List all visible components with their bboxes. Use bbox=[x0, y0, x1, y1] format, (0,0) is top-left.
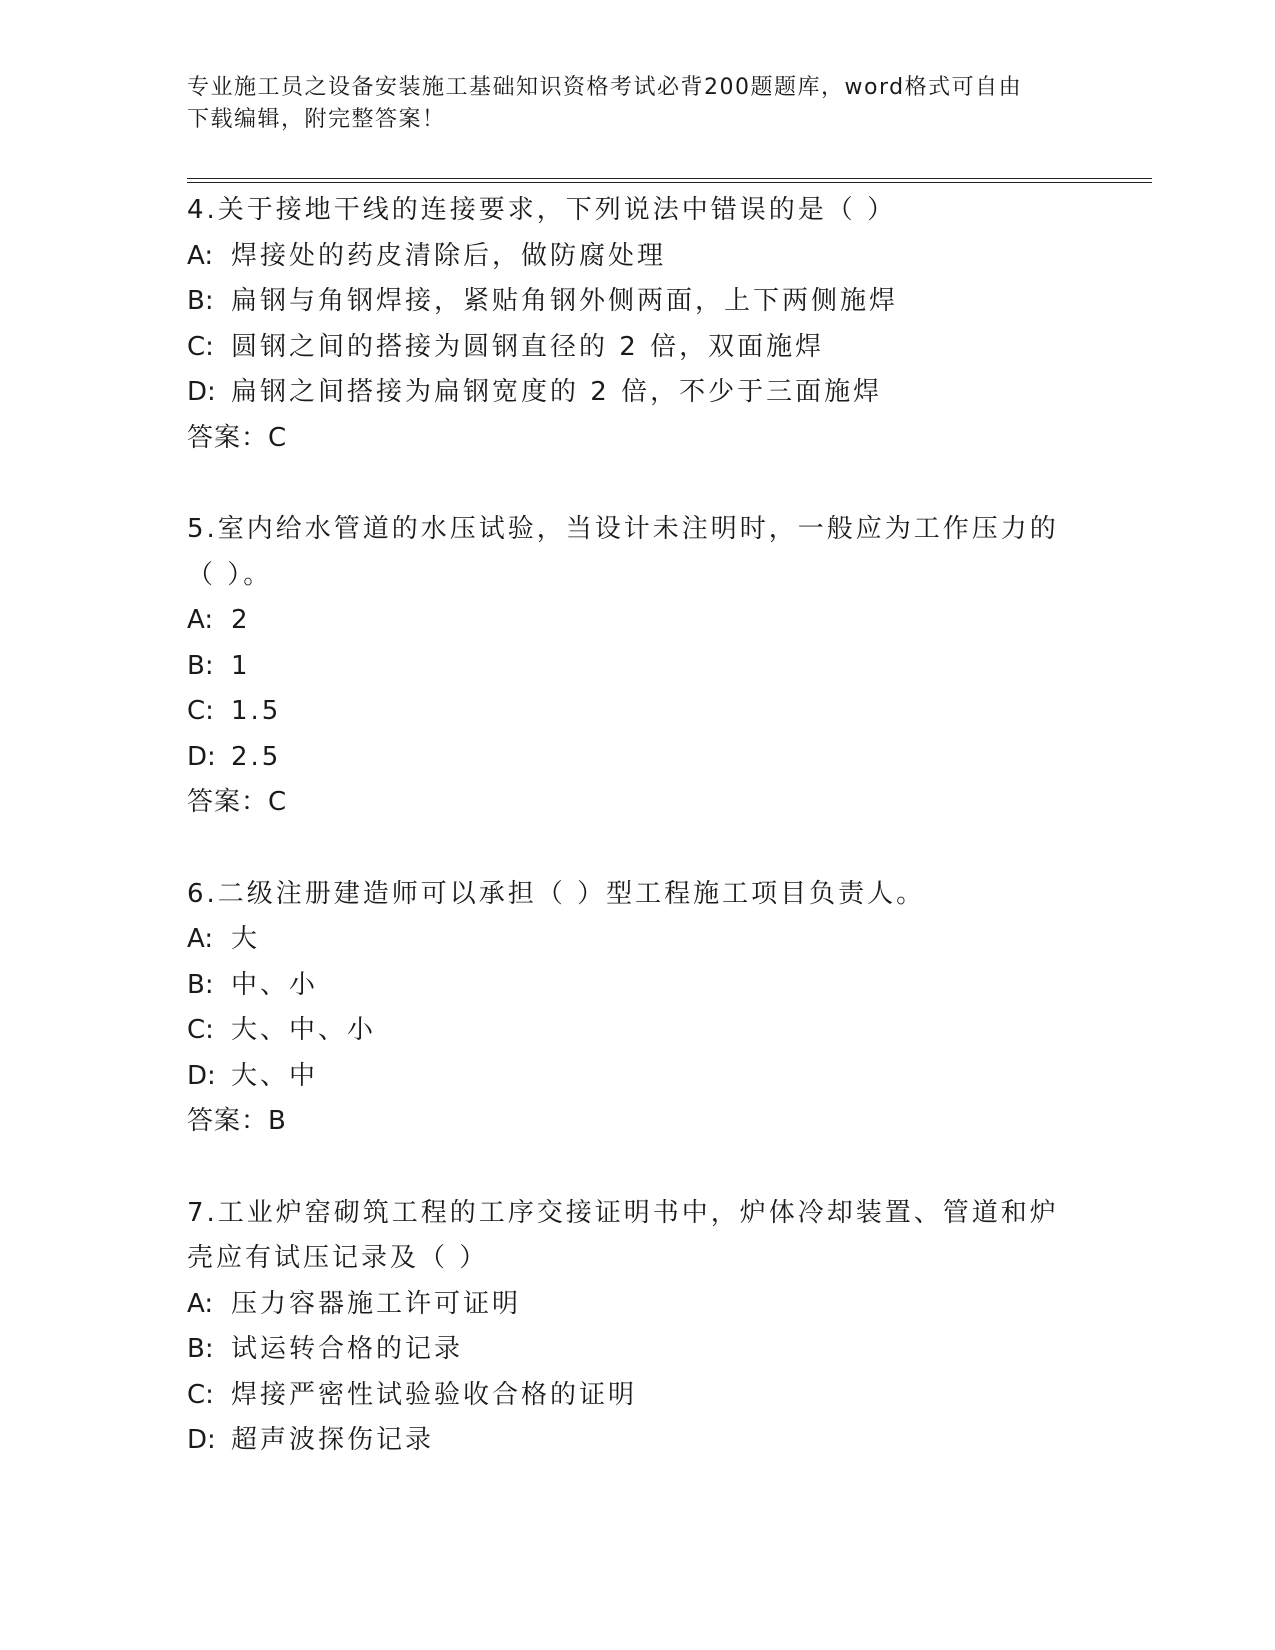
option-d bbox=[187, 1054, 1067, 1100]
option-a bbox=[187, 917, 1067, 963]
header-title-line-2: 下载编辑，附完整答案！ bbox=[187, 107, 446, 132]
option-text: 扁钢与角钢焊接，紧贴角钢外侧两面，上下两侧施焊 bbox=[231, 286, 899, 316]
answer-line: 答案：C bbox=[187, 787, 288, 817]
option-d bbox=[187, 735, 1067, 781]
option-label: A: bbox=[187, 605, 214, 635]
option-label: B: bbox=[187, 286, 214, 316]
option-label: B: bbox=[187, 1334, 214, 1364]
option-a bbox=[187, 234, 1067, 280]
question-stem: 4.关于接地干线的连接要求，下列说法中错误的是（ ） bbox=[187, 195, 897, 225]
option-label: B: bbox=[187, 650, 214, 681]
option-b bbox=[187, 963, 1067, 1009]
option-text: 焊接严密性试验验收合格的证明 bbox=[231, 1379, 638, 1410]
option-label: D: bbox=[187, 741, 216, 772]
option-text: 大、中 bbox=[231, 1060, 319, 1091]
option-text: 压力容器施工许可证明 bbox=[231, 1288, 522, 1319]
question-stem: 7.工业炉窑砌筑工程的工序交接证明书中，炉体冷却装置、管道和炉 bbox=[187, 1197, 1059, 1228]
option-label: C: bbox=[187, 1015, 214, 1045]
question-6 bbox=[187, 872, 1067, 1145]
option-label: C: bbox=[187, 1379, 214, 1410]
question-stem-continued: （ ）。 bbox=[187, 559, 273, 590]
option-text: 中、小 bbox=[231, 969, 319, 1000]
option-b bbox=[187, 279, 1067, 325]
option-text: 大、中、小 bbox=[231, 1015, 377, 1045]
option-text: 2.5 bbox=[231, 741, 282, 772]
option-label: B: bbox=[187, 969, 214, 1000]
header-double-rule bbox=[187, 178, 1152, 183]
option-text: 圆钢之间的搭接为圆钢直径的 2 倍，双面施焊 bbox=[231, 331, 825, 362]
option-d bbox=[187, 1418, 1067, 1464]
option-text: 2 bbox=[231, 605, 251, 635]
option-text: 超声波探伤记录 bbox=[231, 1425, 435, 1455]
option-label: D: bbox=[187, 377, 216, 407]
header-title-line-1: 专业施工员之设备安装施工基础知识资格考试必背200题题库，word格式可自由 bbox=[187, 75, 1023, 100]
option-label: A: bbox=[187, 924, 214, 954]
option-text: 大 bbox=[231, 924, 261, 954]
question-stem: 6.二级注册建造师可以承担（ ）型工程施工项目负责人。 bbox=[187, 878, 926, 909]
question-7 bbox=[187, 1191, 1067, 1464]
option-text: 扁钢之间搭接为扁钢宽度的 2 倍，不少于三面施焊 bbox=[231, 377, 883, 407]
option-label: A: bbox=[187, 240, 214, 271]
option-text: 1.5 bbox=[231, 696, 282, 726]
option-b bbox=[187, 1327, 1067, 1373]
option-c bbox=[187, 689, 1067, 735]
question-4 bbox=[187, 188, 1067, 461]
option-text: 试运转合格的记录 bbox=[231, 1334, 464, 1364]
option-c bbox=[187, 1373, 1067, 1419]
answer-line: 答案：B bbox=[187, 1106, 287, 1136]
answer-line: 答案：C bbox=[187, 422, 288, 453]
option-a bbox=[187, 1282, 1067, 1328]
option-label: C: bbox=[187, 331, 214, 362]
question-stem: 5.室内给水管道的水压试验，当设计未注明时，一般应为工作压力的 bbox=[187, 514, 1059, 544]
option-c bbox=[187, 325, 1067, 371]
option-b bbox=[187, 644, 1067, 690]
document-header bbox=[187, 72, 1087, 136]
option-label: D: bbox=[187, 1425, 216, 1455]
question-5 bbox=[187, 507, 1067, 826]
option-label: C: bbox=[187, 696, 214, 726]
option-label: D: bbox=[187, 1060, 216, 1091]
option-text: 焊接处的药皮清除后，做防腐处理 bbox=[231, 240, 667, 271]
question-stem-continued: 壳应有试压记录及（ ） bbox=[187, 1243, 489, 1273]
question-list bbox=[187, 188, 1067, 1510]
option-c bbox=[187, 1008, 1067, 1054]
option-d bbox=[187, 370, 1067, 416]
option-a bbox=[187, 598, 1067, 644]
option-label: A: bbox=[187, 1288, 214, 1319]
option-text: 1 bbox=[231, 650, 251, 681]
